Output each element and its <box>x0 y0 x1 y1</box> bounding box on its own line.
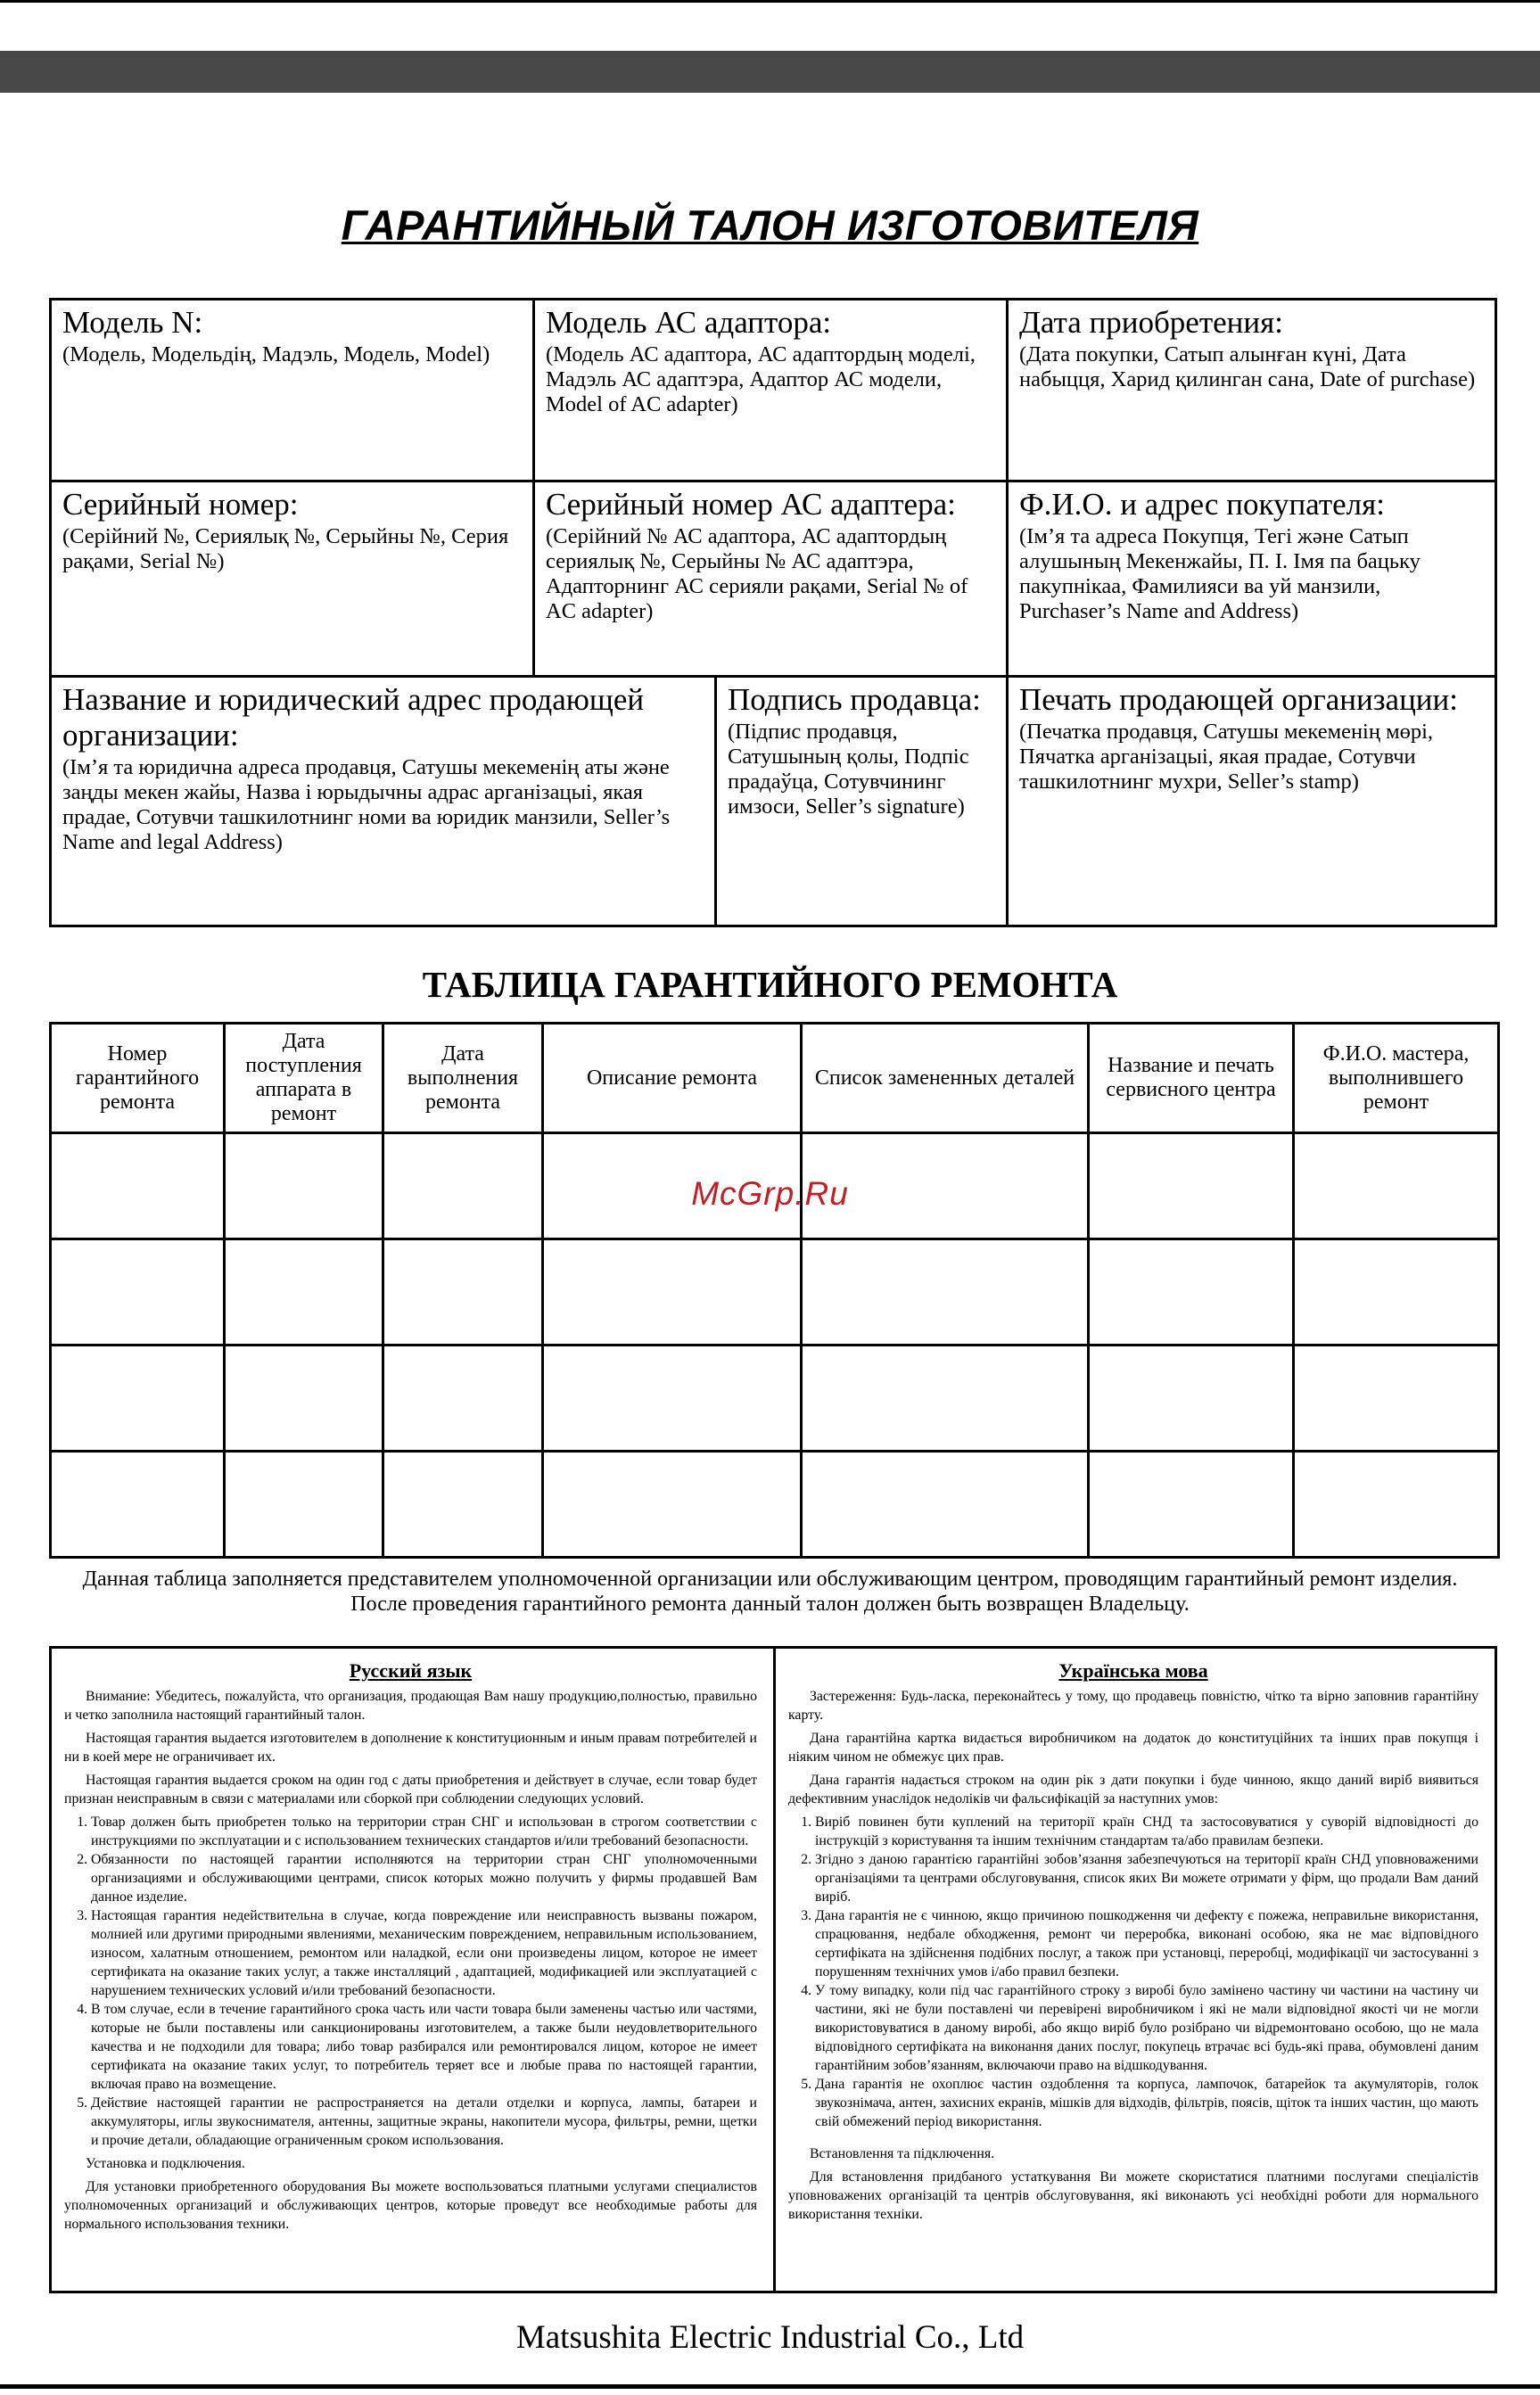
table-cell[interactable] <box>802 1239 1089 1346</box>
installation-heading: Установка и подключения. <box>86 2156 245 2171</box>
repair-table <box>49 1022 1500 1559</box>
paragraph: Настоящая гарантия выдается изготовителем в дополнение к конституционным и иным правам потребителей и ни в коей мере не ограничивает их. <box>64 1731 757 1765</box>
column-header: Ф.И.О. мастера, выполнившего ремонт <box>1294 1024 1499 1133</box>
watermark: McGrp.Ru <box>691 1175 849 1212</box>
table-cell[interactable] <box>802 1346 1089 1452</box>
paragraph: Дана гарантія надається строком на один рік з дати покупки і буде чинною, якщо даний виріб виявиться дефективним унаслідок недоліків чи фальсифікацій за наступних умов: <box>788 1773 1478 1807</box>
installation-heading: Встановлення та підключення. <box>810 2146 995 2161</box>
table-cell[interactable] <box>51 1239 225 1346</box>
header-band <box>0 51 1540 93</box>
model-field: Модель N: (Модель, Модельдің, Мадэль, Модель, Model) <box>49 298 535 482</box>
table-cell[interactable] <box>225 1239 383 1346</box>
table-cell[interactable] <box>225 1452 383 1558</box>
table-row <box>51 1346 1499 1452</box>
ac-adapter-serial-field: Серийный номер АС адаптера: (Серійний № АС адаптора, АС адаптордың сериялық №, Серыйны № АС адаптэра, Адапторнинг АС серияли рақами, Serial № of AC adapter) <box>532 480 1009 678</box>
table-cell[interactable] <box>1089 1452 1294 1558</box>
table-cell[interactable] <box>543 1346 802 1452</box>
column-header: Дата выполнения ремонта <box>383 1024 543 1133</box>
warranty-terms <box>49 1646 1497 2293</box>
manufacturer-footer: Matsushita Electric Industrial Co., Ltd <box>515 2319 1025 2356</box>
list-item: 5. Действие настоящей гарантии не распространяется на детали отделки и корпуса, лампы, батареи и аккумуляторы, иглы звукоснимателя, антенны, защитные экраны, накопители мусора, фильтры, ремни, щетки и прочие детали, обладающие ограниченным сроком использования. <box>91 2094 757 2150</box>
column-header: Номер гарантийного ремонта <box>51 1024 225 1133</box>
column-header: Название и печать сервисного центра <box>1089 1024 1294 1133</box>
list-item: 2. Згідно з даною гарантією гарантійні зобов’язання забезпечуються на території країн СНД уповноваженими організаціями та центрами обслуговування, список яких Ви можете отримати у фірм, що продали Вам даний виріб. <box>815 1850 1478 1906</box>
table-cell[interactable] <box>543 1452 802 1558</box>
bottom-rule <box>0 2384 1540 2389</box>
table-cell[interactable] <box>225 1346 383 1452</box>
ac-adapter-model-field: Модель АС адаптора: (Модель АС адаптора, АС адаптордың моделі, Мадэль АС адаптэра, Адаптор АС модели, Model of AC adapter) <box>532 298 1009 482</box>
paragraph: Дана гарантійна картка видається виробничиком на додаток до конституційних та інших прав покупця і ніяким чином не обмежує цих прав. <box>788 1731 1478 1765</box>
column-header: Дата поступления аппарата в ремонт <box>225 1024 383 1133</box>
list-item: 2. Обязанности по настоящей гарантии исполняются на территории стран СНГ уполномоченными организациями и обслуживающими центрами, список которых можно получить у фирмы продавшей Вам данное изделие. <box>91 1850 757 1906</box>
table-header-row <box>51 1024 1499 1133</box>
table-cell[interactable] <box>383 1452 543 1558</box>
paragraph: Внимание: Убедитесь, пожалуйста, что организация, продающая Вам нашу продукцию,полностью, правильно и четко заполнила настоящий гарантийный талон. <box>64 1689 757 1723</box>
list-item: 4. В том случае, если в течение гарантийного срока часть или части товара были заменены частью или частями, которые не были поставлены или санкционированы изготовителем, а также были неудовлетворительного качества и не подходили для товара; либо товар разбирался или ремонтировался лицом, которое не имеет сертификата на оказание таких услуг, то потребитель теряет все и любые права по настоящей гарантии, включая право на возмещение. <box>91 2000 757 2094</box>
conditions-list <box>788 1813 1478 2131</box>
paragraph: Застереження: Будь-ласка, переконайтесь у тому, що продавець повністю, чітко та вірно заповнив гарантійну карту. <box>788 1689 1478 1723</box>
top-rule <box>0 0 1540 3</box>
table-row <box>51 1239 1499 1346</box>
table-note-line-1: Данная таблица заполняется представителем уполномоченной организации или обслуживающим центром, проводящим гарантийный ремонт изделия. <box>82 1568 1458 1591</box>
list-item: 3. Дана гарантія не є чинною, якщо причиною пошкодження чи дефекту є пожежа, неправильне використання, спрацювання, недбале обходження, ремонт чи переробка, виконані особою, яка не має відповідного сертифіката на здійснення подібних послуг, а також при установці, переробці, модифікації чи застосуванні з порушенням технічних умов і/або правил безпеки. <box>815 1906 1478 1981</box>
list-item: 1. Товар должен быть приобретен только на территории стран СНГ и использован в строгом соответствии с инструкциями по эксплуатации и с использованием технических стандартов и/или требований безопасности. <box>91 1813 757 1850</box>
table-note-line-2: После проведения гарантийного ремонта данный талон должен быть возвращен Владельцу. <box>350 1593 1190 1616</box>
russian-heading: Русский язык <box>349 1659 473 1682</box>
list-item: 4. У тому випадку, коли під час гарантійного строку з виробі було замінено частину чи частини на частину чи частини, які не були поставлені чи перевірені виробничиком і які не мали відповідної якості чи не могли використовуватися в даному виробі, або якщо виріб було розібрано чи відремонтовано особою, що не мала відповідного сертифіката на виконання даних послуг, покупець втрачає всі будь-які права, обумовлені даним гарантійним зобов’язанням, включаючи право на відшкодування. <box>815 1981 1478 2075</box>
paragraph: Настоящая гарантия выдается сроком на один год с даты приобретения и действует в случае, если товар будет признан неисправным в связи с материалами или сборкой при соблюдении следующих условий. <box>64 1773 757 1807</box>
table-cell[interactable] <box>383 1346 543 1452</box>
page-title: ГАРАНТИЙНЫЙ ТАЛОН ИЗГОТОВИТЕЛЯ <box>341 202 1199 249</box>
russian-terms <box>52 1649 776 2291</box>
table-cell[interactable] <box>543 1239 802 1346</box>
purchase-date-field: Дата приобретения: (Дата покупки, Сатып алынған күні, Дата набыцця, Харид қилинган сана, Date of purchase) <box>1006 298 1497 482</box>
repair-table-title: ТАБЛИЦА ГАРАНТИЙНОГО РЕМОНТА <box>422 964 1118 1005</box>
table-cell[interactable] <box>1089 1239 1294 1346</box>
paragraph: Для установки приобретенного оборудования Вы можете воспользоваться платными услугами специалистов уполномоченных организаций и обслуживающих центров, которые проведут все необходимые работы для нормального использования техники. <box>64 2179 757 2232</box>
ukrainian-heading: Українська мова <box>1058 1659 1208 1682</box>
column-header: Описание ремонта <box>543 1024 802 1133</box>
list-item: 5. Дана гарантія не охоплює частин оздоблення та корпуса, лампочок, батарейок та акумуляторів, голок звукознімача, антен, захисних екранів, мішків для відходів, фільтрів, поясів, щіток та інших частин, що мають свій обмежений період використання. <box>815 2075 1478 2131</box>
table-cell[interactable] <box>1294 1452 1499 1558</box>
list-item: 3. Настоящая гарантия недействительна в случае, когда повреждение или неисправность вызваны пожаром, молнией или другими природными явлениями, механическим повреждением, неправильным использованием, износом, халатным отношением, ремонтом или наладкой, если они произведены лицом, которое не имеет сертификата на оказание таких услуг, а также инсталляций , адаптацией, модификацией или эксплуатацией с нарушением технических условий и/или требований безопасности. <box>91 1906 757 2000</box>
table-cell[interactable] <box>383 1239 543 1346</box>
table-cell[interactable] <box>1294 1239 1499 1346</box>
table-cell[interactable] <box>51 1452 225 1558</box>
serial-number-field: Серийный номер: (Серійний №, Сериялық №, Серыйны №, Серия рақами, Serial №) <box>49 480 535 678</box>
seller-signature-field: Подпись продавца: (Підпис продавця, Сатушының қолы, Подпіс прадаўца, Сотувчининг имзоси, Seller’s signature) <box>714 675 1009 927</box>
table-cell[interactable] <box>1294 1346 1499 1452</box>
conditions-list <box>64 1813 757 2150</box>
table-row <box>51 1452 1499 1558</box>
list-item: 1. Виріб повинен бути куплений на території країн СНД та застосовуватися у суворій відповідності до інструкцій з користування та іншим технічним стандартам та/або правилам безпеки. <box>815 1813 1478 1850</box>
table-cell[interactable] <box>51 1346 225 1452</box>
purchaser-field: Ф.И.О. и адрес покупателя: (Ім’я та адреса Покупця, Тегі және Сатып алушының Мекенжайы, П. І. Імя па бацьку пакупнікаа, Фамилияси ва уй манзили, Purchaser’s Name and Address) <box>1006 480 1497 678</box>
paragraph: Для встановлення придбаного устаткування Ви можете скористатися платними послугами спеціалістів уповноважених організацій та центрів обслуговування, які виконають усі необхідні роботи для нормального використання техніки. <box>788 2169 1478 2222</box>
table-note <box>36 1567 1504 1617</box>
table-cell[interactable] <box>802 1452 1089 1558</box>
column-header: Список замененных деталей <box>802 1024 1089 1133</box>
seller-address-field: Название и юридический адрес продающей организации: (Ім’я та юридична адреса продавця, Сатушы мекеменің аты және заңды мекен жайы, Назва і юрыдычны адрас арганізацыі, якая прадае, Сотувчи ташкилотнинг номи ва юридик манзили, Seller’s Name and legal Address) <box>49 675 717 927</box>
table-cell[interactable] <box>1089 1346 1294 1452</box>
seller-stamp-field: Печать продающей организации: (Печатка продавця, Сатушы мекеменің мөрі, Пячатка арганізацыі, якая прадае, Сотувчи ташкилотнинг мухри, Seller’s stamp) <box>1006 675 1497 927</box>
ukrainian-terms <box>776 1649 1495 2291</box>
